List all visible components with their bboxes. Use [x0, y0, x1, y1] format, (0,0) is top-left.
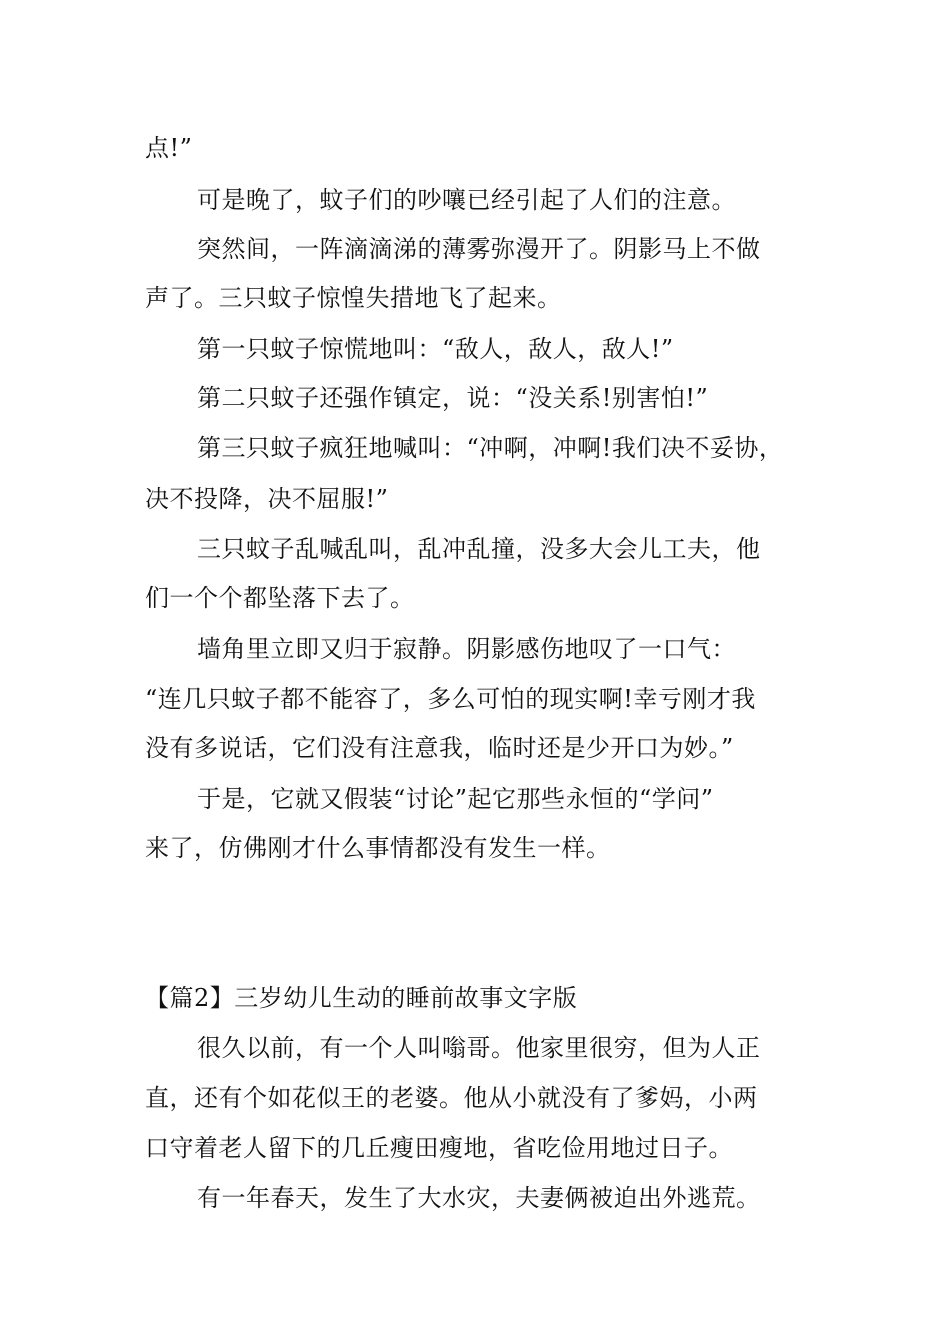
text-line: 三只蚊子乱喊乱叫，乱冲乱撞，没多大会儿工夫，他: [197, 535, 761, 563]
text-line: 可是晚了，蚊子们的吵嚷已经引起了人们的注意。: [197, 186, 736, 214]
text-line: 第一只蚊子惊慌地叫：“敌人，敌人，敌人!”: [197, 335, 674, 363]
text-line: 决不投降，决不屈服!”: [145, 485, 389, 513]
text-line: 很久以前，有一个人叫嗡哥。他家里很穷，但为人正: [197, 1034, 761, 1062]
text-line: 突然间，一阵滴滴涕的薄雾弥漫开了。阴影马上不做: [197, 235, 761, 263]
text-line: 声了。三只蚊子惊惶失措地飞了起来。: [145, 284, 562, 312]
text-line: 第二只蚊子还强作镇定，说：“没关系!别害怕!”: [197, 384, 709, 412]
text-line: 没有多说话，它们没有注意我，临时还是少开口为妙。”: [145, 734, 734, 762]
text-line: “连几只蚊子都不能容了，多么可怕的现实啊!幸亏刚才我: [145, 685, 756, 713]
text-line: 于是，它就又假装“讨论”起它那些永恒的“学问”: [197, 785, 714, 813]
text-line: 第三只蚊子疯狂地喊叫：“冲啊，冲啊!我们决不妥协，: [197, 434, 784, 462]
text-line: 来了，仿佛刚才什么事情都没有发生一样。: [145, 834, 611, 862]
text-line: 口守着老人留下的几丘瘦田瘦地，省吃俭用地过日子。: [145, 1134, 733, 1162]
text-line: 点!”: [145, 134, 193, 162]
text-line: 直，还有个如花似王的老婆。他从小就没有了爹妈，小两: [145, 1084, 758, 1112]
text-line: 墙角里立即又归于寂静。阴影感伤地叹了一口气：: [197, 635, 736, 663]
text-line: 们一个个都坠落下去了。: [145, 584, 415, 612]
section-title: 【篇2】三岁幼儿生动的睡前故事文字版: [145, 984, 578, 1012]
text-line: 有一年春天，发生了大水灾，夫妻俩被迫出外逃荒。: [197, 1184, 761, 1212]
